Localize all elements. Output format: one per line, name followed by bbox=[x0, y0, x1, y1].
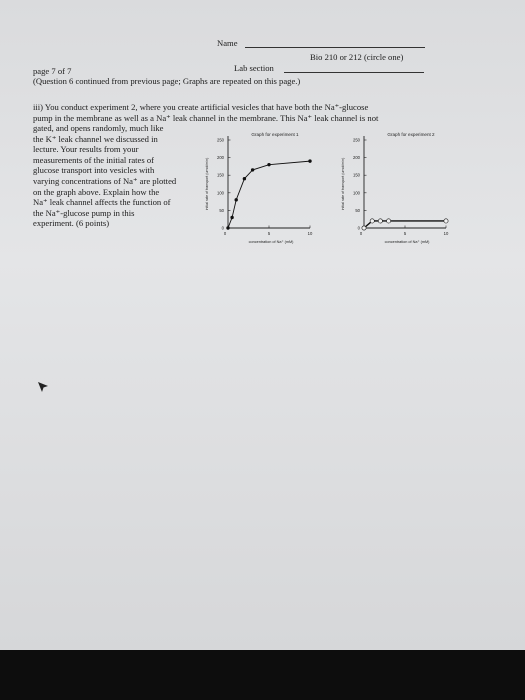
lab-section-underline bbox=[284, 72, 424, 73]
page-number: page 7 of 7 bbox=[33, 66, 72, 76]
x-tick-label: 0 bbox=[223, 231, 227, 236]
name-label: Name bbox=[217, 38, 238, 48]
y-tick-label: 200 bbox=[217, 155, 224, 161]
data-point bbox=[235, 198, 238, 201]
y-tick-label: 200 bbox=[353, 155, 360, 161]
question-wrapped-line: glucose transport into vesicles with bbox=[33, 165, 155, 176]
data-point bbox=[362, 226, 366, 230]
y-tick-label: 150 bbox=[217, 172, 224, 178]
question-wrapped-line: gated, and opens randomly, much like bbox=[33, 123, 164, 133]
question-wrapped-line: the K⁺ leak channel we discussed in bbox=[33, 133, 158, 144]
data-point bbox=[226, 226, 229, 229]
y-tick-label: 150 bbox=[353, 172, 360, 178]
question-wrapped-line: Na⁺ leak channel affects the function of bbox=[33, 197, 171, 208]
name-underline bbox=[245, 47, 425, 48]
lab-section-label: Lab section bbox=[234, 63, 274, 73]
data-point bbox=[251, 168, 254, 171]
data-point bbox=[370, 219, 374, 223]
y-tick-label: 50 bbox=[355, 207, 360, 213]
data-point bbox=[444, 219, 448, 223]
series-line bbox=[228, 161, 310, 228]
question-wrapped-line: varying concentrations of Na⁺ are plotted bbox=[33, 175, 177, 186]
x-axis-label: concentration of Na⁺ (mM) bbox=[248, 240, 294, 244]
question-wrapped-line: lecture. Your results from your bbox=[33, 144, 139, 155]
screen-bezel bbox=[0, 650, 525, 700]
chart-title: Graph for experiment 2 bbox=[387, 132, 435, 137]
y-tick-label: 50 bbox=[219, 207, 224, 213]
question-wrapped-text bbox=[33, 123, 196, 229]
x-tick-label: 10 bbox=[443, 231, 449, 236]
experiment-1-chart bbox=[198, 128, 323, 256]
y-tick-label: 100 bbox=[217, 190, 224, 196]
data-point bbox=[230, 216, 233, 219]
y-axis-label: initial rate of transport (umol/min) bbox=[341, 157, 345, 211]
question-line-1: iii) You conduct experiment 2, where you create artificial vesicles that have both the Na⁺-glucose bbox=[33, 102, 369, 112]
question-wrapped-line: measurements of the initial rates of bbox=[33, 154, 154, 165]
question-line-2: pump in the membrane as well as a Na⁺ leak channel in the membrane. This Na⁺ leak channel is not bbox=[33, 112, 379, 123]
question-wrapped-line: the Na⁺-glucose pump in this bbox=[33, 207, 135, 218]
data-point bbox=[308, 159, 311, 162]
data-point bbox=[387, 219, 391, 223]
y-tick-label: 250 bbox=[353, 137, 360, 143]
experiment-2-chart bbox=[334, 128, 459, 256]
y-tick-label: 100 bbox=[353, 190, 360, 196]
x-tick-label: 10 bbox=[307, 231, 313, 236]
continued-note: (Question 6 continued from previous page; Graphs are repeated on this page.) bbox=[33, 76, 301, 86]
y-axis-label: initial rate of transport (umol/min) bbox=[205, 157, 209, 211]
mouse-cursor-icon bbox=[36, 380, 50, 394]
question-wrapped-line: experiment. (6 points) bbox=[33, 218, 110, 229]
question-wrapped-line: on the graph above. Explain how the bbox=[33, 186, 160, 197]
y-tick-label: 0 bbox=[357, 225, 360, 231]
x-tick-label: 0 bbox=[359, 231, 363, 236]
x-tick-label: 5 bbox=[267, 231, 271, 236]
data-point bbox=[243, 177, 246, 180]
data-point bbox=[378, 219, 382, 223]
course-label: Bio 210 or 212 (circle one) bbox=[310, 52, 404, 62]
y-tick-label: 0 bbox=[221, 225, 224, 231]
data-point bbox=[267, 163, 270, 166]
chart-title: Graph for experiment 1 bbox=[251, 132, 299, 137]
x-tick-label: 5 bbox=[403, 231, 407, 236]
y-tick-label: 250 bbox=[217, 137, 224, 143]
x-axis-label: concentration of Na⁺ (mM) bbox=[384, 240, 430, 244]
